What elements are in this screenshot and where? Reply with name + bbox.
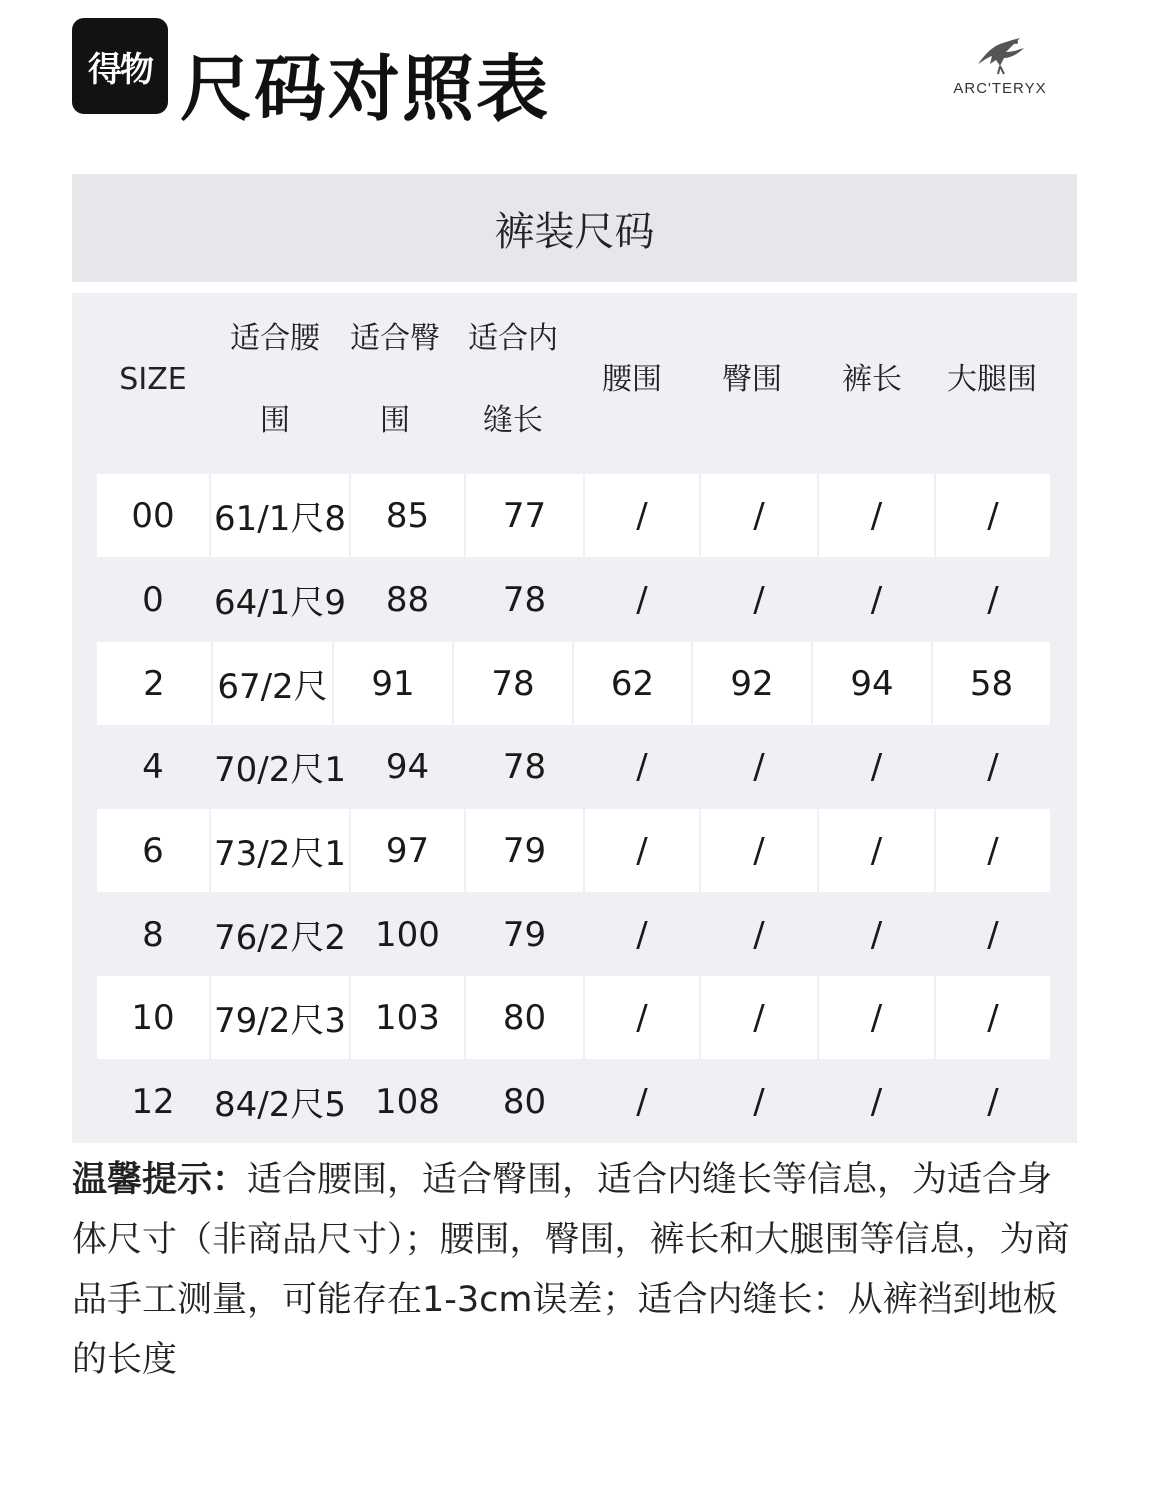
note-label: 温馨提示： [72, 1160, 248, 1200]
table-cell: 58 [969, 663, 1014, 704]
brand-name: ARC'TERYX [953, 80, 1047, 97]
table-cell: 84/2尺5 [214, 1085, 346, 1125]
table-cell: / [636, 1081, 648, 1122]
size-label-cell: 0 [142, 579, 164, 620]
table-cell: / [987, 914, 999, 955]
header-cell: 适合腰 [230, 321, 320, 356]
table-cell: / [636, 495, 648, 536]
header-cell: 围 [260, 403, 290, 438]
archaeopteryx-icon [970, 34, 1030, 78]
table-cell: / [636, 746, 648, 787]
table-cell: / [870, 830, 883, 871]
table-cell: / [987, 830, 999, 871]
table-cell: / [870, 579, 883, 620]
size-label-cell: 4 [142, 746, 164, 787]
table-cell: 77 [502, 495, 547, 536]
table-cell: / [987, 997, 999, 1038]
table-cell: / [753, 997, 765, 1038]
table-cell: / [753, 746, 765, 787]
size-label-cell: 10 [131, 997, 175, 1038]
table-cell: 78 [502, 746, 547, 787]
table-cell: / [870, 746, 883, 787]
note-text: 适合腰围，适合臀围，适合内缝长等信息，为适合身体尺寸（非商品尺寸）；腰围，臀围，裤长和大腿围等信息，为商品手工测量，可能存在1-3cm误差；适合内缝长：从裤裆到地板的长度 [72, 1160, 1070, 1380]
header-cell: 腰围 [602, 362, 662, 397]
section-title: 裤装尺码 [72, 174, 1077, 282]
header-cell: SIZE [119, 362, 187, 397]
table-cell: 73/2尺1 [214, 834, 346, 874]
table-cell: / [636, 997, 648, 1038]
table-cell: 76/2尺2 [214, 918, 346, 958]
size-label-cell: 8 [142, 914, 164, 955]
table-cell: / [870, 1081, 883, 1122]
header-cell: 缝长 [483, 403, 543, 438]
table-cell: / [987, 579, 999, 620]
table-cell: 100 [375, 914, 440, 955]
table-cell: / [870, 914, 883, 955]
app-logo-text: 得物 [88, 49, 152, 90]
table-cell: / [753, 914, 765, 955]
header-cell: 围 [380, 403, 410, 438]
table-cell: 88 [385, 579, 430, 620]
table-cell: 79/2尺3 [214, 1001, 346, 1041]
header-cell: 臀围 [722, 362, 782, 397]
table-cell: 78 [491, 663, 535, 704]
table-cell: 61/1尺8 [214, 499, 346, 539]
table-cell: / [870, 997, 883, 1038]
table-cell: 97 [385, 830, 430, 871]
table-cell: / [753, 830, 765, 871]
table-cell: 70/2尺1 [214, 750, 346, 790]
table-cell: / [987, 1081, 999, 1122]
size-note [72, 1150, 1072, 1390]
table-cell: / [636, 579, 648, 620]
table-cell: / [753, 495, 765, 536]
table-cell: 94 [850, 663, 894, 704]
table-cell: 79 [502, 914, 547, 955]
table-cell: 94 [385, 746, 430, 787]
table-cell: 91 [371, 663, 415, 704]
table-cell: 64/1尺9 [214, 583, 346, 623]
table-cell: 80 [502, 1081, 547, 1122]
table-cell: 92 [730, 663, 774, 704]
app-logo [72, 18, 168, 114]
table-cell: / [636, 914, 648, 955]
size-label-cell: 00 [131, 495, 175, 536]
table-cell: 78 [502, 579, 547, 620]
table-cell: / [987, 495, 999, 536]
table-cell: 67/2尺 [217, 667, 328, 707]
size-label-cell: 6 [142, 830, 164, 871]
table-cell: 108 [375, 1081, 440, 1122]
size-label-cell: 2 [143, 663, 165, 704]
table-cell: / [870, 495, 883, 536]
table-cell: 62 [610, 663, 655, 704]
table-cell: / [636, 830, 648, 871]
table-cell: 79 [502, 830, 547, 871]
page-title: 尺码对照表 [180, 47, 551, 131]
table-cell: / [987, 746, 999, 787]
brand-logo [940, 34, 1060, 97]
table-cell: 80 [502, 997, 547, 1038]
table-cell: 103 [375, 997, 440, 1038]
table-cell: 85 [385, 495, 430, 536]
header-cell: 大腿围 [947, 362, 1037, 397]
header-cell: 适合内 [468, 321, 558, 356]
table-cell: / [753, 1081, 765, 1122]
header-cell: 裤长 [842, 362, 902, 397]
table-cell: / [753, 579, 765, 620]
header-cell: 适合臀 [350, 321, 440, 356]
size-label-cell: 12 [131, 1081, 175, 1122]
